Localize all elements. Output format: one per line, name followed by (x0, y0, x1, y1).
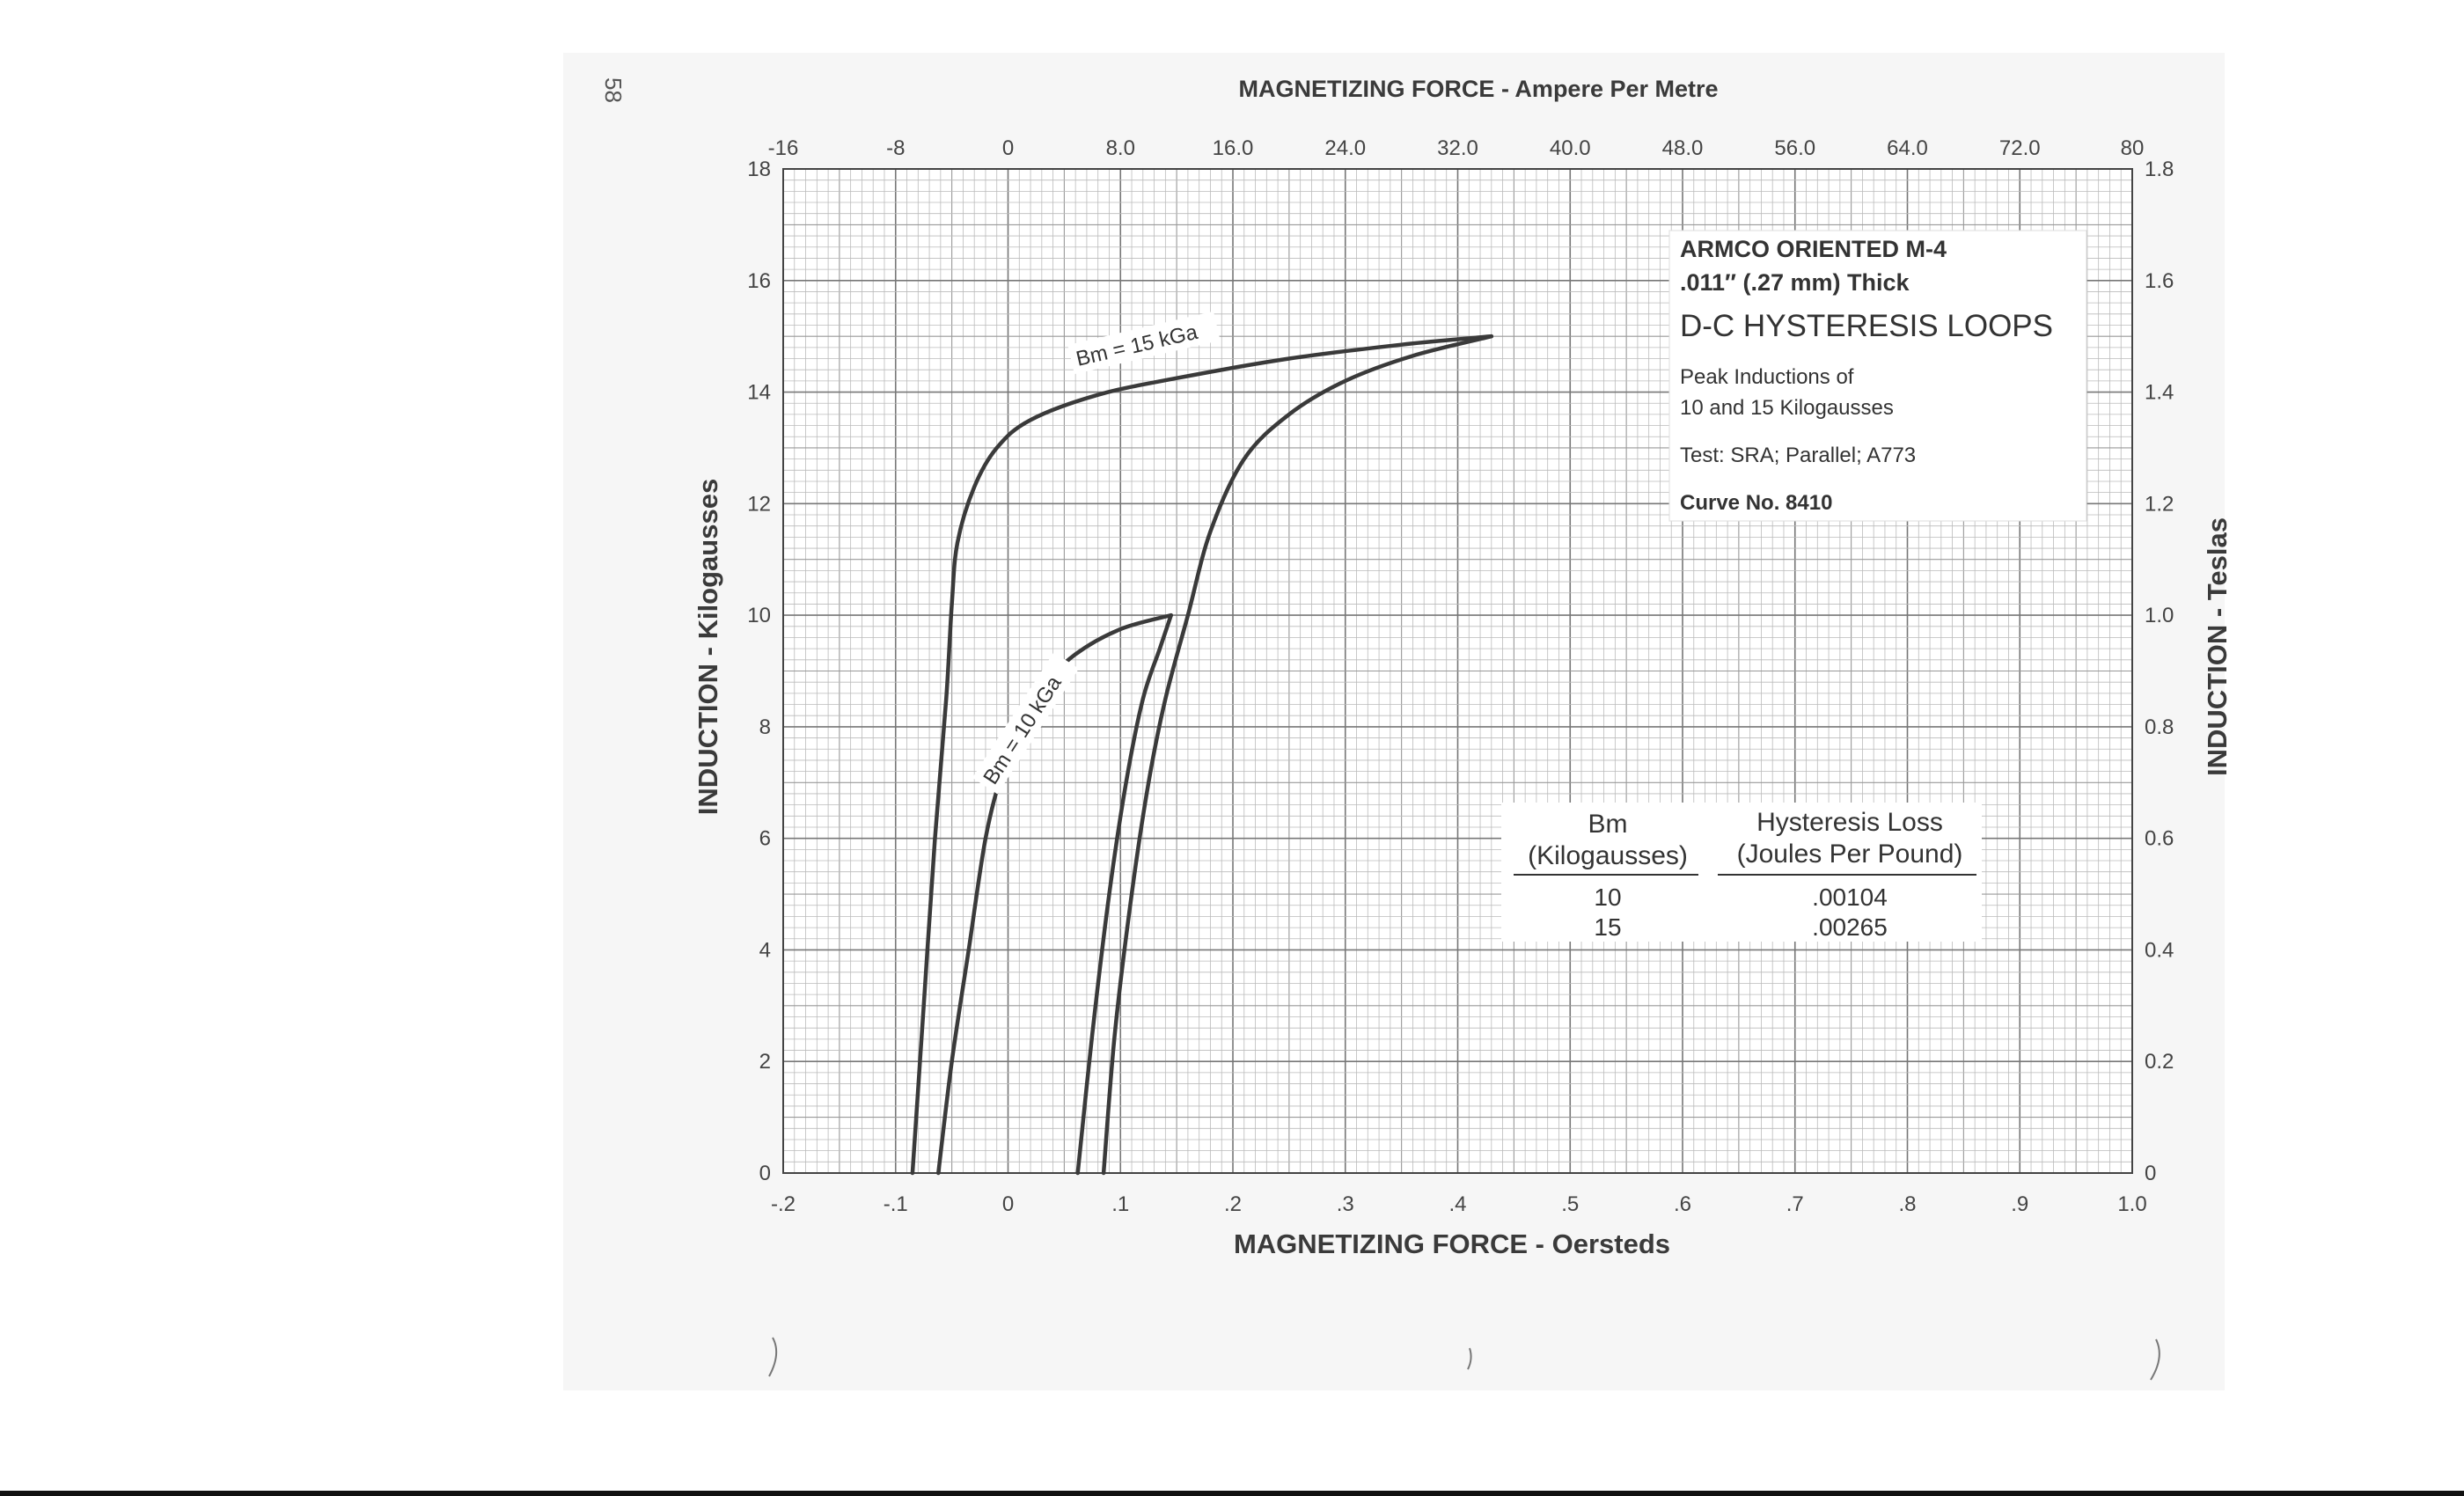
right-tick-label: 1.0 (2145, 604, 2174, 628)
top-tick-label: 48.0 (1661, 136, 1704, 160)
loss-table (1501, 803, 1982, 942)
y-axis-title: INDUCTION - Kilogausses (693, 478, 723, 816)
info-thickness: .011″ (.27 mm) Thick (1680, 269, 1910, 296)
info-title: D-C HYSTERESIS LOOPS (1680, 309, 2053, 343)
y-tick-label: 0 (759, 1162, 771, 1185)
curve-label-10-text: Bm = 10 kGa (979, 671, 1067, 789)
y-tick-label: 10 (747, 604, 771, 628)
right-tick-label: 0.2 (2145, 1050, 2174, 1074)
info-curve-number: Curve No. 8410 (1680, 491, 1833, 515)
right-tick-label: 1.2 (2145, 492, 2174, 517)
right-tick-label: 0.6 (2145, 826, 2174, 851)
table-row-2-loss: .00265 (1812, 913, 1888, 941)
top-tick-label: 8.0 (1105, 136, 1135, 160)
x-tick-label: .1 (1111, 1192, 1130, 1216)
top-tick-label: 0 (1001, 136, 1015, 160)
x-tick-label: .2 (1223, 1192, 1243, 1216)
top-axis-title: MAGNETIZING FORCE - Ampere Per Metre (1238, 76, 1719, 102)
right-tick-label: 1.4 (2145, 380, 2174, 405)
page-number: 58 (600, 77, 627, 103)
y-tick-label: 6 (759, 826, 771, 851)
scan-edge (0, 1491, 2464, 1496)
top-tick-label: 64.0 (1887, 136, 1928, 160)
info-peak-1: Peak Inductions of (1680, 365, 1854, 389)
table-header-bm: Bm (1588, 810, 1628, 839)
x-tick-label: .8 (1898, 1192, 1917, 1216)
x-axis-title: MAGNETIZING FORCE - Oersteds (1233, 1228, 1671, 1259)
top-tick-label: 80 (2120, 136, 2145, 160)
info-box (1669, 231, 2086, 521)
info-material: ARMCO ORIENTED M-4 (1680, 236, 1947, 262)
x-tick-label: 0 (1001, 1192, 1015, 1216)
right-tick-label: 0.4 (2145, 938, 2174, 963)
top-tick-label: 40.0 (1549, 136, 1591, 160)
info-peak-2: 10 and 15 Kilogausses (1680, 396, 1894, 420)
x-tick-label: .7 (1786, 1192, 1804, 1216)
y-tick-label: 4 (759, 938, 771, 963)
top-tick-label: 16.0 (1212, 136, 1254, 160)
top-tick-label: 24.0 (1324, 136, 1367, 160)
table-header-bm-unit: (Kilogausses) (1528, 841, 1688, 870)
table-row-1-bm: 10 (1594, 884, 1622, 911)
top-tick-label: -8 (886, 136, 906, 160)
info-test: Test: SRA; Parallel; A773 (1680, 444, 1917, 467)
y-tick-label: 16 (747, 268, 771, 293)
y-tick-label: 2 (759, 1050, 771, 1074)
right-tick-label: 1.8 (2145, 158, 2174, 181)
top-tick-label: 32.0 (1437, 136, 1478, 160)
right-tick-label: 0 (2145, 1162, 2157, 1185)
table-row-1-loss: .00104 (1812, 884, 1888, 911)
y-tick-label: 8 (759, 715, 771, 739)
x-tick-label: -.1 (883, 1192, 908, 1216)
table-row-2-bm: 15 (1594, 913, 1622, 941)
x-tick-label: .5 (1561, 1192, 1580, 1216)
table-header-loss: Hysteresis Loss (1756, 808, 1943, 837)
top-tick-label: 72.0 (1998, 136, 2041, 160)
x-tick-label: .4 (1448, 1192, 1467, 1216)
table-header-loss-unit: (Joules Per Pound) (1736, 840, 1963, 869)
y-axis-right-title: INDUCTION - Teslas (2202, 517, 2233, 776)
top-tick-label: -16 (767, 136, 799, 160)
top-tick-label: 56.0 (1774, 136, 1816, 160)
x-tick-label: 1.0 (2117, 1192, 2147, 1216)
x-tick-label: .3 (1336, 1192, 1354, 1216)
y-tick-label: 12 (747, 492, 771, 517)
y-tick-label: 18 (747, 158, 771, 181)
right-tick-label: 0.8 (2145, 715, 2174, 739)
y-tick-label: 14 (747, 380, 771, 405)
x-tick-label: .6 (1673, 1192, 1692, 1216)
x-tick-label: -.2 (770, 1192, 796, 1216)
x-tick-label: .9 (2011, 1192, 2029, 1216)
right-tick-label: 1.6 (2145, 268, 2174, 293)
curve-label-15-text: Bm = 15 kGa (1074, 319, 1200, 371)
